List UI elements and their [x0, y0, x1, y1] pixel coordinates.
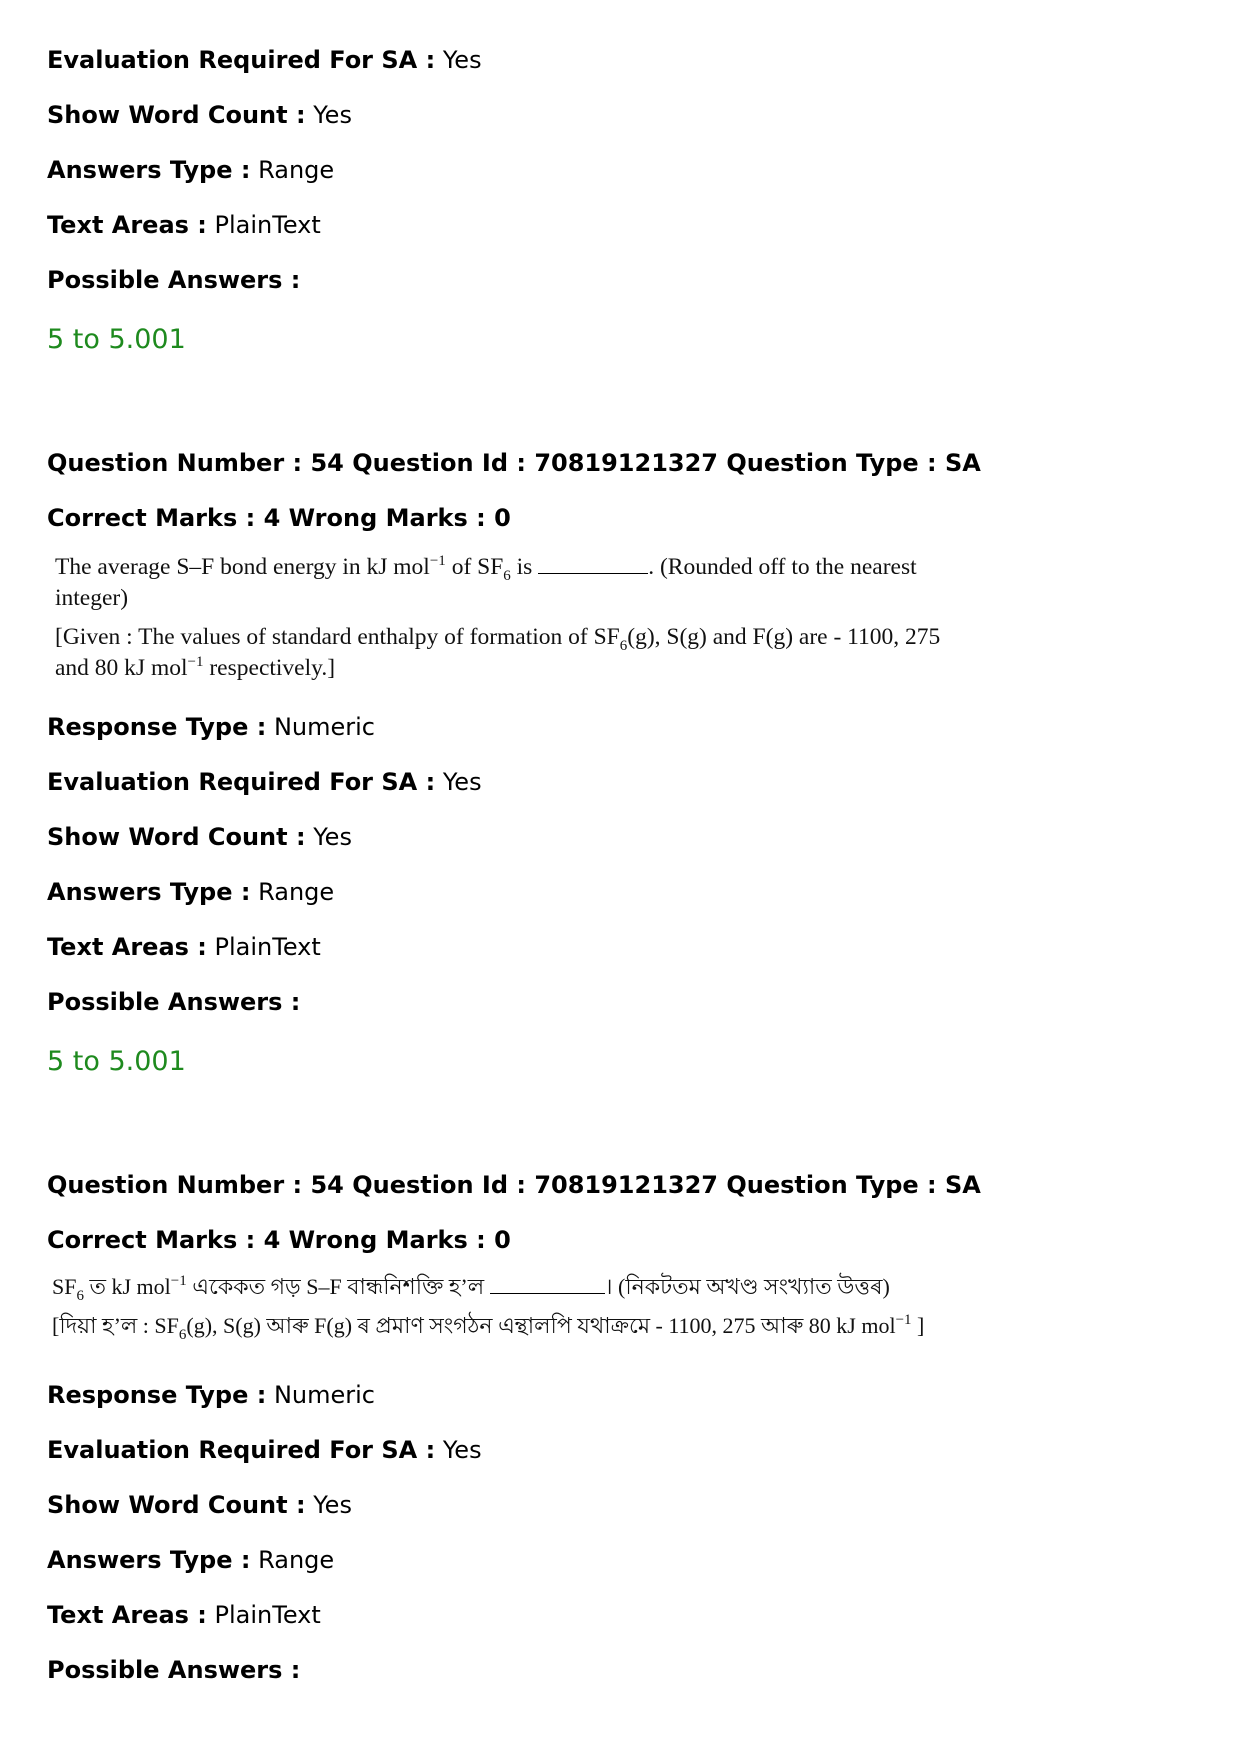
answers-type-row: Answers Type : Range [47, 878, 335, 906]
text-areas-row: Text Areas : PlainText [47, 1601, 321, 1629]
question-given-line: and 80 kJ mol$^{-1}$ respectively.] [55, 654, 336, 681]
response-type-row: Response Type : Numeric [47, 713, 375, 741]
question-text-english [55, 552, 940, 684]
question-line: The average S–F bond energy in kJ mol$^{-1}$ of $SF_6$ is . (Rounded off to the nearest [55, 553, 917, 584]
answer-blank [538, 555, 648, 574]
show-word-count-row: Show Word Count : Yes [47, 823, 352, 851]
question-given-line: [দিয়া হ’ল : $SF_6(g)$, S(g) আৰু F(g) ৰ প্ৰমাণ সংগঠন এন্থালপি যথাক্ৰমে - 1100, 275 আৰু 80 kJ mol$^{-1}$ ] [52, 1312, 925, 1343]
possible-answers-label: Possible Answers : [47, 266, 301, 294]
text-areas-row: Text Areas : PlainText [47, 211, 321, 239]
question-header: Question Number : 54 Question Id : 70819121327 Question Type : SA [47, 449, 981, 477]
possible-answer-value: 5 to 5.001 [47, 1046, 186, 1077]
marks-row: Correct Marks : 4 Wrong Marks : 0 [47, 1226, 511, 1254]
show-word-count-row: Show Word Count : Yes [47, 101, 352, 129]
question-line: $SF_6$ ত kJ mol$^{-1}$ একেকত গড় S–F বান্ধনিশক্তি হ’ল । (নিকটতম অখণ্ড সংখ্যাত উত্তৰ) [52, 1273, 890, 1304]
text-areas-row: Text Areas : PlainText [47, 933, 321, 961]
answers-type-row: Answers Type : Range [47, 156, 335, 184]
question-header: Question Number : 54 Question Id : 70819121327 Question Type : SA [47, 1171, 981, 1199]
possible-answers-label: Possible Answers : [47, 988, 301, 1016]
answer-blank [490, 1275, 605, 1294]
question-text-assamese [52, 1271, 924, 1341]
possible-answer-value: 5 to 5.001 [47, 324, 186, 355]
show-word-count-row: Show Word Count : Yes [47, 1491, 352, 1519]
evaluation-required-row: Evaluation Required For SA : Yes [47, 1436, 482, 1464]
evaluation-required-row: Evaluation Required For SA : Yes [47, 768, 482, 796]
question-line: integer) [55, 585, 129, 611]
possible-answers-label: Possible Answers : [47, 1656, 301, 1684]
question-given-line: [Given : The values of standard enthalpy of formation of $SF_6(g)$, S(g) and F(g) are - 1100, 275 [55, 624, 941, 654]
evaluation-required-row: Evaluation Required For SA : Yes [47, 46, 482, 74]
response-type-row: Response Type : Numeric [47, 1381, 375, 1409]
answers-type-row: Answers Type : Range [47, 1546, 335, 1574]
marks-row: Correct Marks : 4 Wrong Marks : 0 [47, 504, 511, 532]
